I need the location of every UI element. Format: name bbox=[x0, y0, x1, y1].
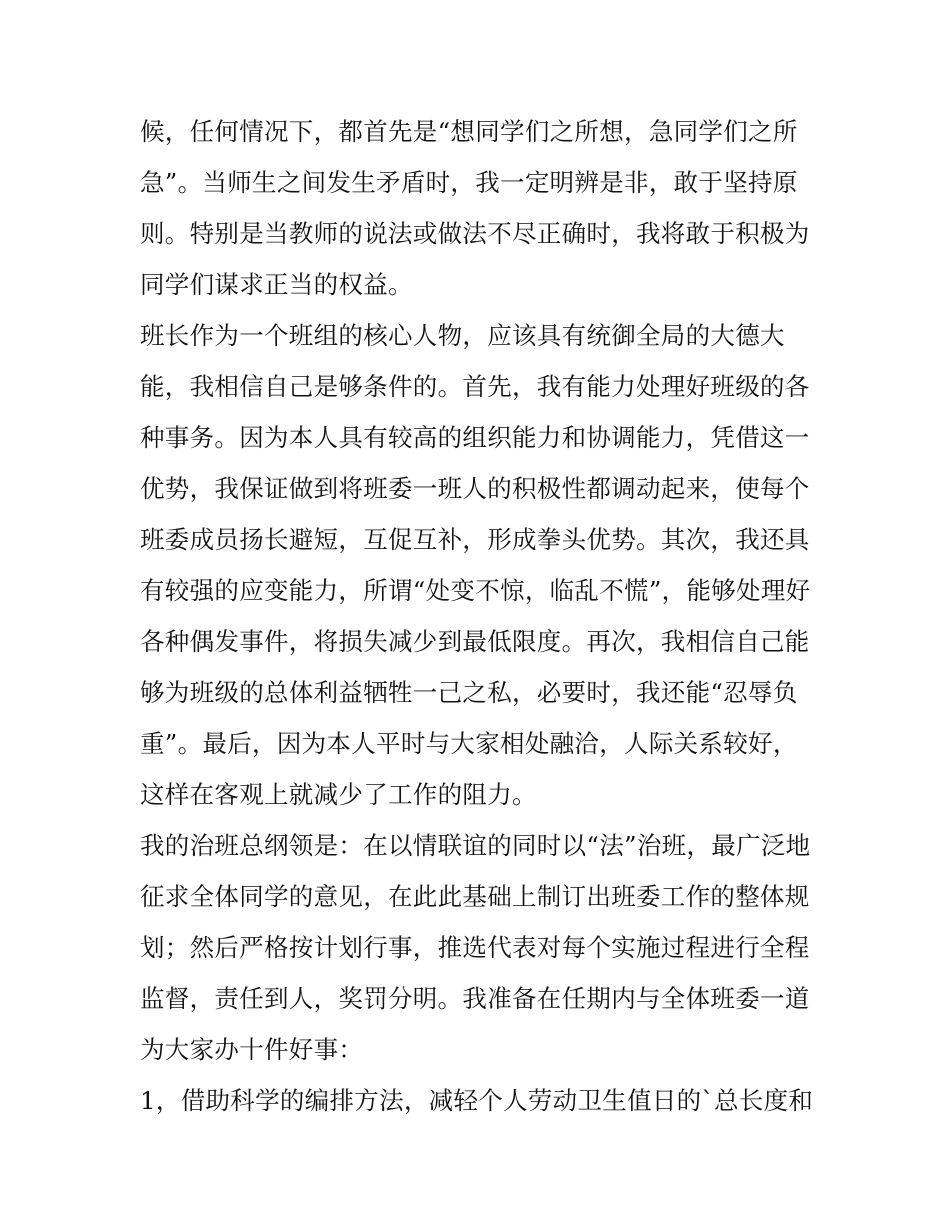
text-line: 班长作为一个班组的核心人物，应该具有统御全局的大德大 bbox=[140, 321, 785, 350]
text-line: 重”。最后，因为本人平时与大家相处融洽，人际关系较好， bbox=[140, 729, 798, 758]
text-line: 监督，责任到人，奖罚分明。我准备在任期内与全体班委一道 bbox=[140, 984, 810, 1013]
text-line: 班委成员扬长避短，互促互补，形成拳头优势。其次，我还具 bbox=[140, 525, 810, 554]
text-line: 我的治班总纲领是：在以情联谊的同时以“法”治班，最广泛地 bbox=[140, 831, 811, 860]
text-line: 能，我相信自己是够条件的。首先，我有能力处理好班级的各 bbox=[140, 372, 810, 401]
text-line: 种事务。因为本人具有较高的组织能力和协调能力，凭借这一 bbox=[140, 423, 810, 452]
text-line: 征求全体同学的意见，在此此基础上制订出班委工作的整体规 bbox=[140, 882, 810, 911]
text-line: 则。特别是当教师的说法或做法不尽正确时，我将敢于积极为 bbox=[140, 219, 810, 248]
text-line: 同学们谋求正当的权益。 bbox=[140, 270, 413, 299]
text-line: 为大家办十件好事： bbox=[140, 1035, 364, 1064]
text-line: 够为班级的总体利益牺牲一己之私，必要时，我还能“忍辱负 bbox=[140, 678, 798, 707]
text-line: 各种偶发事件，将损失减少到最低限度。再次，我相信自己能 bbox=[140, 627, 810, 656]
text-line: 优势，我保证做到将班委一班人的积极性都调动起来，使每个 bbox=[140, 474, 810, 503]
text-line: 有较强的应变能力，所谓“处变不惊，临乱不慌”，能够处理好 bbox=[140, 576, 811, 605]
text-line: 划；然后严格按计划行事，推选代表对每个实施过程进行全程 bbox=[140, 933, 810, 962]
text-line: 候，任何情况下，都首先是“想同学们之所想，急同学们之所 bbox=[140, 117, 798, 146]
text-line: 1，借助科学的编排方法，减轻个人劳动卫生值日的`总长度和 bbox=[140, 1086, 814, 1115]
text-line: 急”。当师生之间发生矛盾时，我一定明辨是非，敢于坚持原 bbox=[140, 168, 798, 197]
text-line: 这样在客观上就减少了工作的阻力。 bbox=[140, 780, 537, 809]
